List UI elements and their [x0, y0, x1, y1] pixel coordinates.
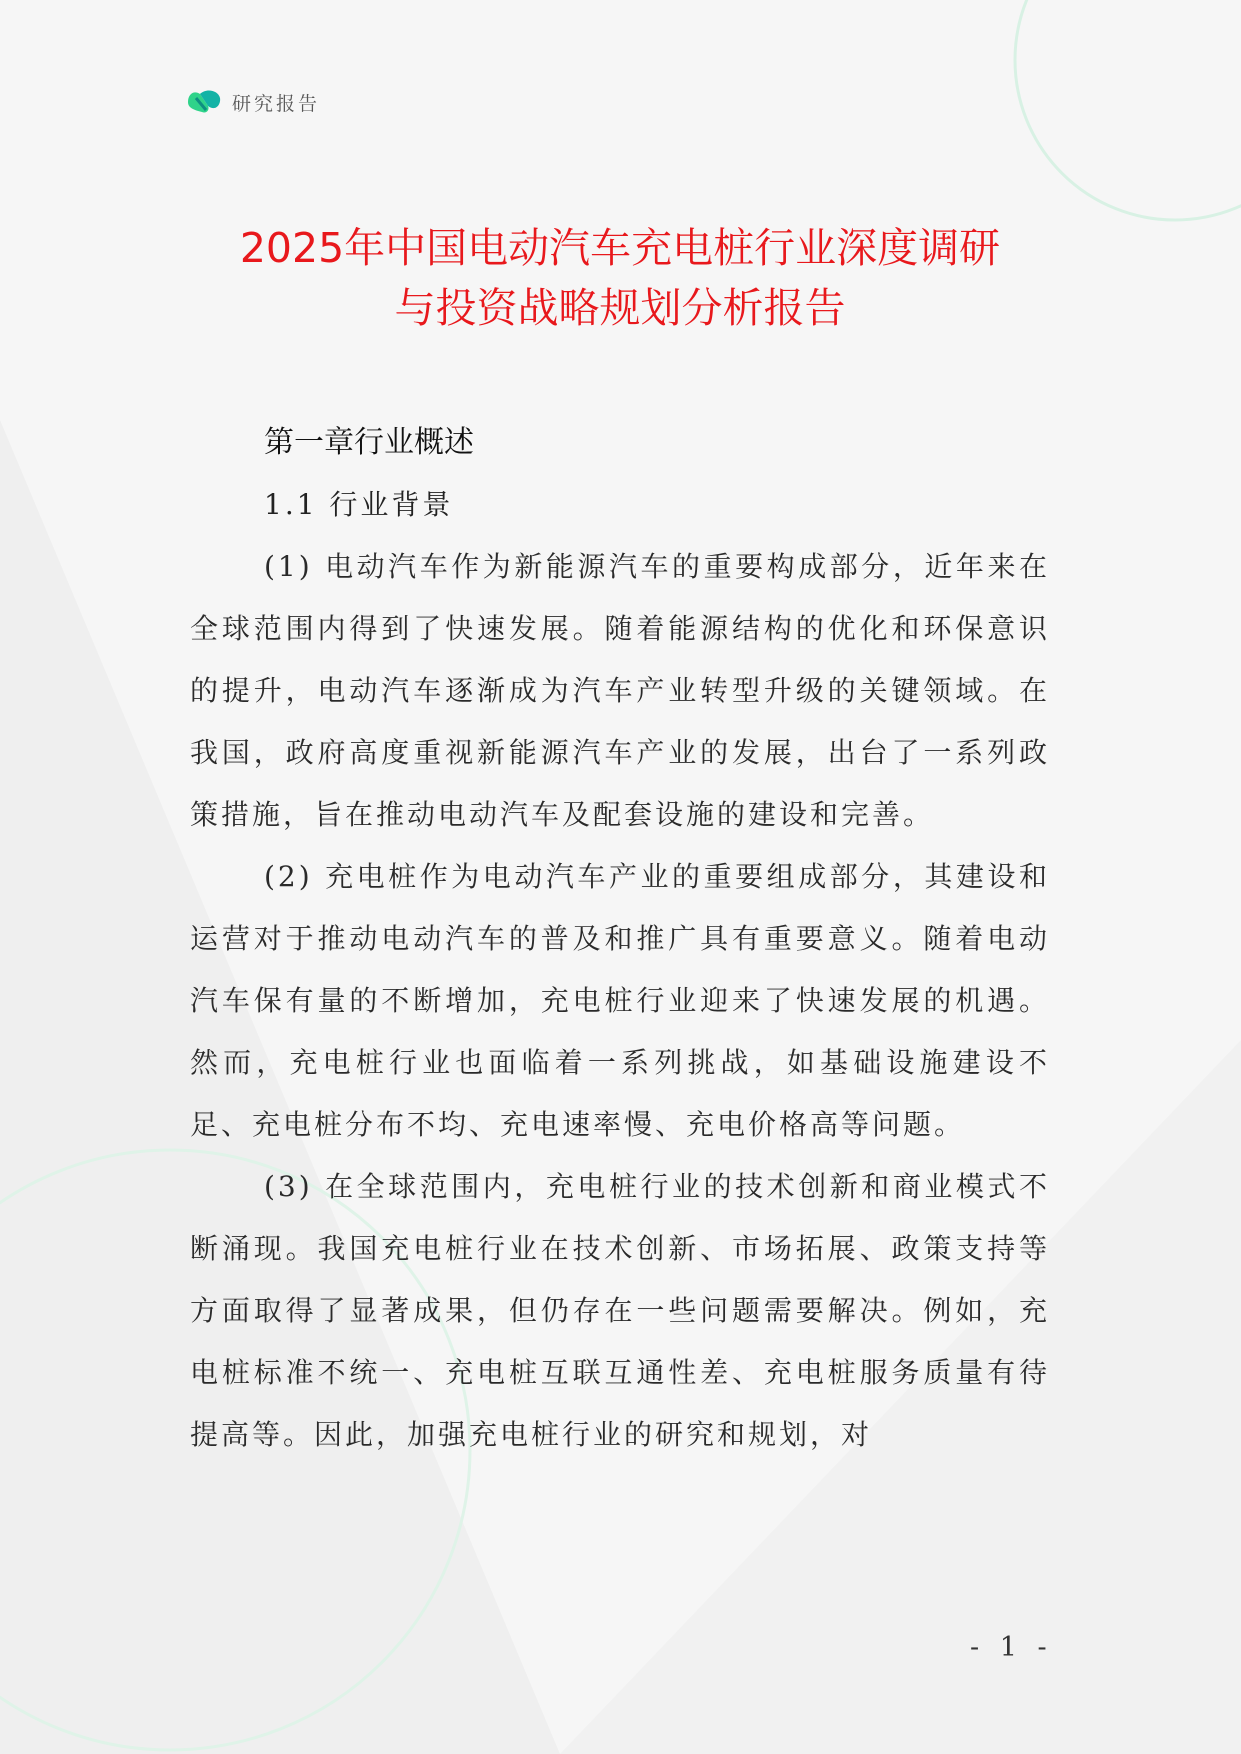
page-number: - 1 - — [970, 1632, 1053, 1663]
paragraph-1: (1) 电动汽车作为新能源汽车的重要构成部分，近年来在全球范围内得到了快速发展。随着能源结构的优化和环保意识的提升，电动汽车逐渐成为汽车产业转型升级的关键领域。在我国，政府高度重视新能源汽车产业的发展，出台了一系列政策措施，旨在推动电动汽车及配套设施的建设和完善。 — [190, 550, 1050, 831]
chapter-heading: 第一章行业概述 — [264, 425, 474, 460]
paragraph-2: (2) 充电桩作为电动汽车产业的重要组成部分，其建设和运营对于推动电动汽车的普及和推广具有重要意义。随着电动汽车保有量的不断增加，充电桩行业迎来了快速发展的机遇。然而，充电桩行业也面临着一系列挑战，如基础设施建设不足、充电桩分布不均、充电速率慢、充电价格高等问题。 — [190, 860, 1050, 1141]
decor-circle-top-right — [1015, 0, 1241, 220]
report-title-line-2: 与投资战略规划分析报告 — [394, 284, 846, 332]
brand-header — [186, 88, 320, 116]
green-leaf-logo-icon — [186, 88, 222, 116]
brand-label: 研究报告 — [232, 92, 321, 115]
section-heading: 1.1 行业背景 — [264, 488, 454, 521]
report-title-line-1: 2025年中国电动汽车充电桩行业深度调研 — [239, 224, 1001, 272]
report-title — [180, 218, 1060, 338]
document-body — [190, 412, 1050, 1466]
paragraph-3: (3) 在全球范围内，充电桩行业的技术创新和商业模式不断涌现。我国充电桩行业在技术创新、市场拓展、政策支持等方面取得了显著成果，但仍存在一些问题需要解决。例如，充电桩标准不统一、充电桩互联互通性差、充电桩服务质量有待提高等。因此，加强充电桩行业的研究和规划，对 — [190, 1170, 1050, 1451]
